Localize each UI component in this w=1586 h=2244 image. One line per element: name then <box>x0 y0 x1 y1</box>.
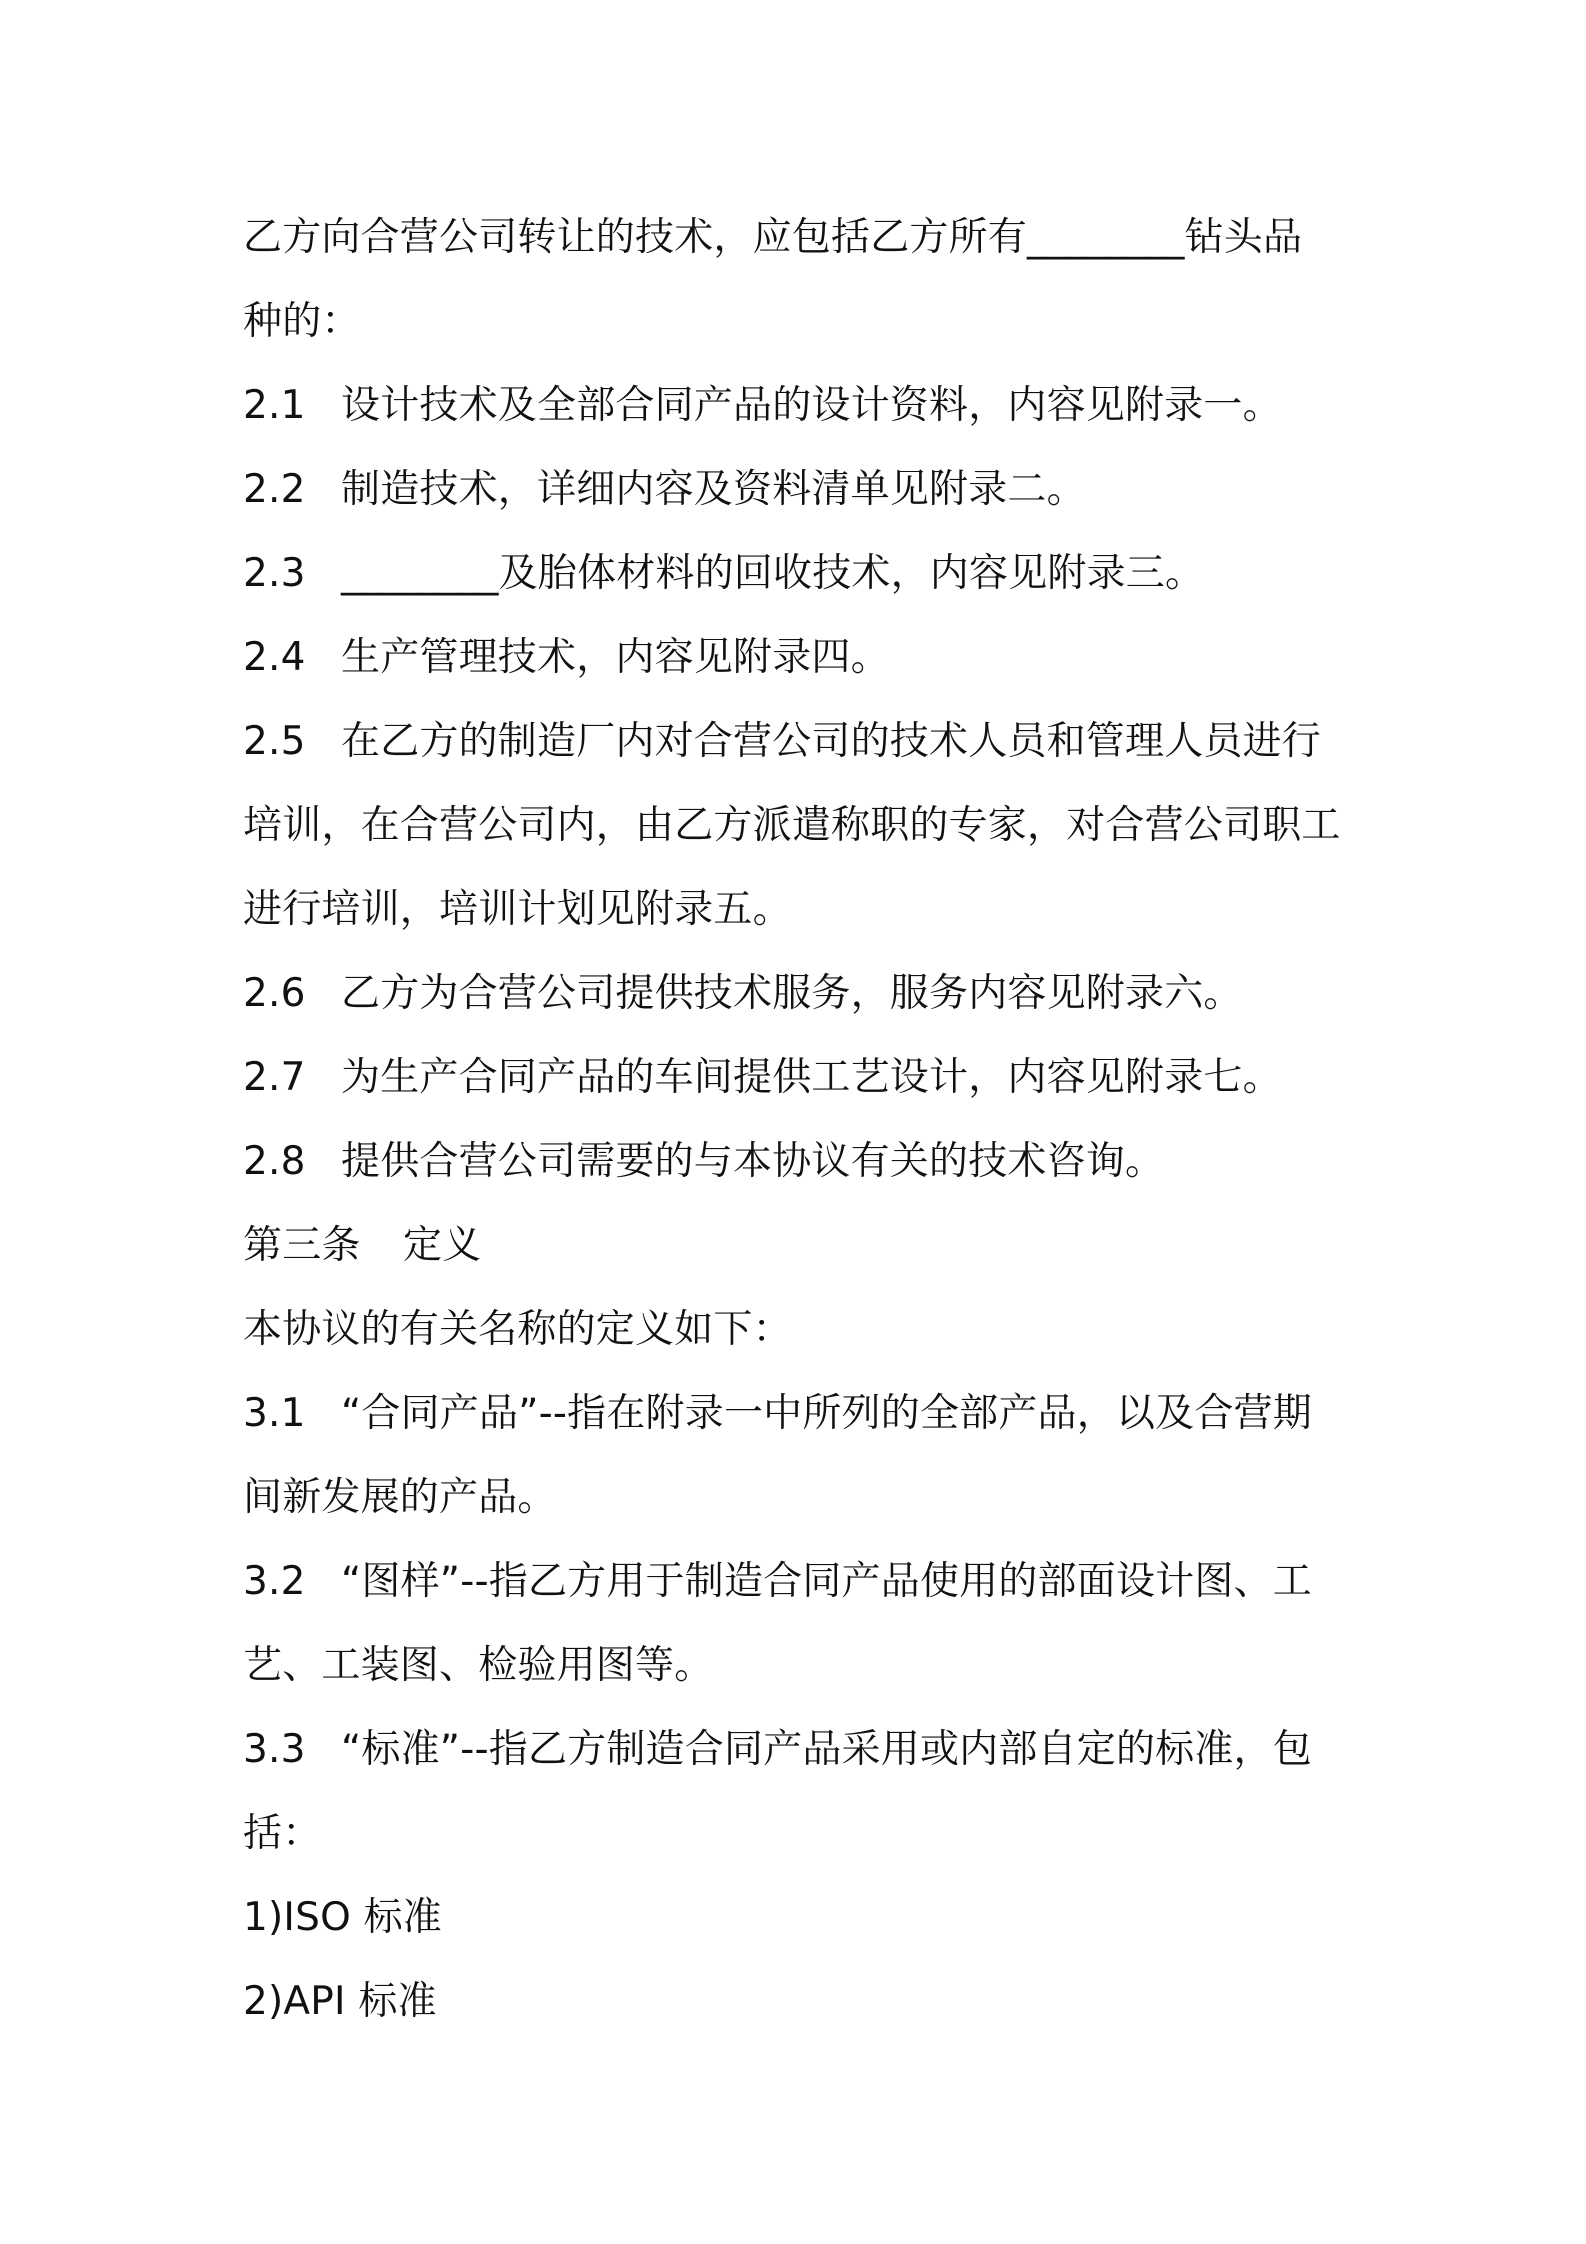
clause-number: 2.3 <box>243 551 306 596</box>
clause-2-3 <box>243 532 1353 616</box>
article-title: 定义 <box>403 1223 482 1268</box>
paragraph-line <box>243 868 1353 952</box>
clause-2-6 <box>243 952 1353 1036</box>
list-item <box>243 1960 1353 2044</box>
line-text: 本协议的有关名称的定义如下： <box>243 1307 792 1352</box>
clause-2-5 <box>243 700 1353 784</box>
clause-2-8 <box>243 1120 1353 1204</box>
clause-text: “图样”--指乙方用于制造合同产品使用的部面设计图、工 <box>341 1559 1312 1604</box>
clause-number: 2.5 <box>243 719 306 764</box>
list-item-text: 1)ISO 标准 <box>243 1895 442 1940</box>
clause-number: 3.3 <box>243 1727 306 1772</box>
clause-text: 提供合营公司需要的与本协议有关的技术咨询。 <box>341 1139 1165 1184</box>
list-item <box>243 1876 1353 1960</box>
clause-text: 设计技术及全部合同产品的设计资料，内容见附录一。 <box>341 383 1282 428</box>
clause-2-4 <box>243 616 1353 700</box>
line-text: 进行培训，培训计划见附录五。 <box>243 887 792 932</box>
clause-number: 3.1 <box>243 1391 306 1436</box>
article-heading <box>243 1204 1353 1288</box>
clause-text: “标准”--指乙方制造合同产品采用或内部自定的标准，包 <box>341 1727 1312 1772</box>
paragraph-line <box>243 196 1353 280</box>
clause-text: 为生产合同产品的车间提供工艺设计，内容见附录七。 <box>341 1055 1282 1100</box>
paragraph-line <box>243 1792 1353 1876</box>
line-text: 培训，在合营公司内，由乙方派遣称职的专家，对合营公司职工 <box>243 803 1341 848</box>
clause-2-1 <box>243 364 1353 448</box>
paragraph-line <box>243 1624 1353 1708</box>
paragraph-line <box>243 280 1353 364</box>
paragraph-line <box>243 784 1353 868</box>
clause-number: 2.1 <box>243 383 306 428</box>
clause-number: 3.2 <box>243 1559 306 1604</box>
clause-text: ________及胎体材料的回收技术，内容见附录三。 <box>341 551 1205 596</box>
line-text: 种的： <box>243 299 361 344</box>
line-text: 乙方向合营公司转让的技术，应包括乙方所有________钻头品 <box>243 215 1303 260</box>
clause-3-1 <box>243 1372 1353 1456</box>
clause-2-2 <box>243 448 1353 532</box>
clause-number: 2.4 <box>243 635 306 680</box>
clause-text: 在乙方的制造厂内对合营公司的技术人员和管理人员进行 <box>341 719 1322 764</box>
clause-text: 生产管理技术，内容见附录四。 <box>341 635 890 680</box>
clause-3-2 <box>243 1540 1353 1624</box>
clause-text: “合同产品”--指在附录一中所列的全部产品，以及合营期 <box>341 1391 1312 1436</box>
clause-text: 制造技术，详细内容及资料清单见附录二。 <box>341 467 1086 512</box>
clause-text: 乙方为合营公司提供技术服务，服务内容见附录六。 <box>341 971 1243 1016</box>
line-text: 括： <box>243 1811 322 1856</box>
paragraph-line <box>243 1456 1353 1540</box>
article-number: 第三条 <box>243 1223 361 1268</box>
line-text: 间新发展的产品。 <box>243 1475 557 1520</box>
clause-number: 2.8 <box>243 1139 306 1184</box>
list-item-text: 2)API 标准 <box>243 1979 437 2024</box>
document-body <box>243 196 1353 2044</box>
clause-number: 2.2 <box>243 467 306 512</box>
paragraph-line <box>243 1288 1353 1372</box>
clause-3-3 <box>243 1708 1353 1792</box>
clause-number: 2.6 <box>243 971 306 1016</box>
clause-2-7 <box>243 1036 1353 1120</box>
line-text: 艺、工装图、检验用图等。 <box>243 1643 714 1688</box>
clause-number: 2.7 <box>243 1055 306 1100</box>
